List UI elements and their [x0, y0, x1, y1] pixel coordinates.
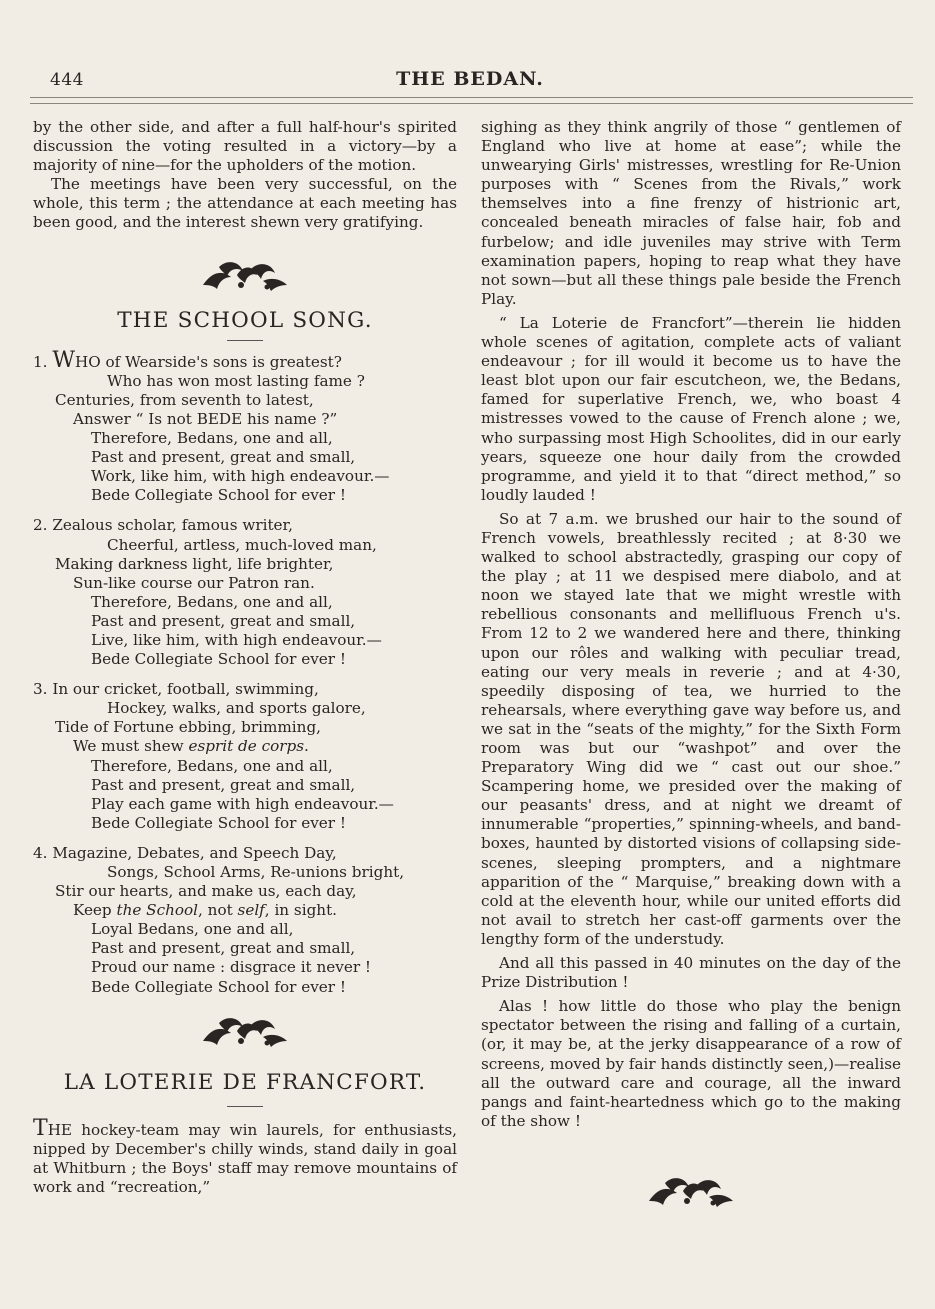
page-header: [30, 66, 910, 96]
song-line: Therefore, Bedans, one and all,: [91, 756, 333, 775]
song-line: Making darkness light, life brighter,: [55, 554, 334, 573]
song-line: Stir our hearts, and make us, each day,: [55, 882, 357, 901]
stanza-number: 4.: [33, 843, 53, 862]
paragraph-2: “ La Loterie de Francfort”—therein lie hidden whole scenes of agitation, complete acts of valiant endeavour ; for ill would it become us to have the least blot upon our fair escutcheon, we, the Bedans, famed for superlative French, we, who boast 4 mistresses vowed to the cause of French alone ; we, who surpassing most High Schoolites, did in our early years, squeeze one hour daily from the crowded programme, and yield it to that “direct method,” so loudly lauded !: [481, 313, 901, 504]
song-line: Proud our name : disgrace it never !: [91, 958, 372, 977]
school-song: [33, 347, 457, 997]
song-line: Bede Collegiate School for ever !: [91, 977, 346, 996]
right-column: [481, 118, 901, 1211]
song-line: Past and present, great and small,: [91, 448, 356, 467]
song-line: Centuries, from seventh to latest,: [55, 390, 314, 409]
song-line: Songs, School Arms, Re-unions bright,: [107, 863, 405, 881]
song-line: Therefore, Bedans, one and all,: [91, 592, 333, 611]
song-line: Play each game with high endeavour.—: [91, 794, 394, 813]
floral-ornament-icon: [197, 255, 293, 295]
song-line: Sun-like course our Patron ran.: [73, 573, 315, 592]
song-stanza: [33, 516, 457, 669]
song-line: Live, like him, with high endeavour.—: [91, 630, 382, 649]
song-stanza: [33, 347, 457, 506]
song-line: Therefore, Bedans, one and all,: [91, 429, 333, 448]
floral-ornament-icon: [197, 1011, 293, 1051]
stanza-number: 2.: [33, 516, 53, 535]
paragraph-4: And all this passed in 40 minutes on the day of the Prize Distribution !: [481, 954, 901, 992]
school-song-title: THE SCHOOL SONG.: [117, 307, 373, 333]
song-line: Keep the School, not self, in sight.: [73, 901, 338, 920]
song-line: Who has won most lasting fame ?: [107, 371, 365, 390]
drop-cap: T: [33, 1115, 48, 1141]
song-line: Past and present, great and small,: [91, 939, 356, 958]
page-number: 444: [50, 70, 84, 90]
paragraph-5: Alas ! how little do those who play the benign spectator between the rising and falling of a curtain, (or, it may be, at the jerky disappearance of a row of screens, moved by fair hands distinctly seen,)—realise all the outward care and courage, all the inward pangs and faint-heartedness which go to the making of the show !: [481, 997, 901, 1130]
song-line: Work, like him, with high endeavour.—: [91, 467, 390, 486]
song-line: Tide of Fortune ebbing, brimming,: [55, 718, 321, 737]
song-stanza: [33, 680, 457, 833]
song-line: Past and present, great and small,: [91, 611, 356, 630]
song-line: 2. Zealous scholar, famous writer,: [33, 516, 293, 535]
stanza-number: 3.: [33, 680, 53, 699]
song-line: Cheerful, artless, much-loved man,: [107, 535, 377, 554]
debate-continuation: by the other side, and after a full half-hour's spirited discussion the voting resulted in a victory—by a majority of nine—for the upholders of the motion.: [33, 118, 457, 175]
song-line: 4. Magazine, Debates, and Speech Day,: [33, 843, 337, 862]
left-column: [33, 118, 457, 1197]
loterie-opening: THE hockey-team may win laurels, for enthusiasts, nipped by December's chilly winds, stand daily in goal at Whitburn ; the Boys' staff may remove mountains of work and “recreation,”: [33, 1115, 457, 1197]
song-line: Hockey, walks, and sports galore,: [107, 699, 366, 718]
drop-cap: W: [52, 347, 75, 373]
paragraph-3: So at 7 a.m. we brushed our hair to the sound of French vowels, breathlessly recited ; at 8·30 we walked to school abstractedly, grasping our copy of the play ; at 11 we despised mere diabolo, and at noon we stayed late that we might wrestle with rebellious consonants and mellifluous French u's. From 12 to 2 we wandered here and there, thinking upon our rôles and walking with peculiar tread, eating our very meals in reverie ; and at 4·30, speedily disposing of tea, we hurried to the rehearsals, where everything gave way before us, and we sat in the “seats of the mighty,” for the Sixth Form room was but our “washpot” and over the Preparatory Wing did we “ cast out our shoe.” Scampering home, we presided over the making of our peasants' dress, and at night we dreamt of innumerable “properties,” spinning-wheels, and band-boxes, haunted by distorted visions of collapsing side-scenes, sleeping prompters, and a nightmare apparition of the “ Marquise,” breaking down with a cold at the eleventh hour, while our united efforts did not avail to stretch her cast-off garments over the lengthy form of the understudy.: [481, 509, 901, 948]
song-stanza: [33, 844, 457, 997]
song-line: Answer “ Is not BEDE his name ?”: [73, 409, 338, 428]
song-line: 1. WHO of Wearside's sons is greatest?: [33, 347, 342, 373]
song-line: Loyal Bedans, one and all,: [91, 920, 294, 939]
song-line: Bede Collegiate School for ever !: [91, 486, 346, 505]
song-line: Past and present, great and small,: [91, 775, 356, 794]
stanza-number: 1.: [33, 352, 53, 371]
loterie-title: LA LOTERIE DE FRANCFORT.: [63, 1069, 427, 1095]
song-line: We must shew esprit de corps.: [73, 737, 309, 756]
paragraph-1: sighing as they think angrily of those “ gentlemen of England who live at home at ease”; while the unwearying Girls' mistresses, wrestling for Re-Union purposes with “ Scenes from the Rivals,” work themselves into a fine frenzy of histrionic art, concealed beneath miracles of false hair, fob and furbelow; and idle juveniles may strive with Term examination papers, hoping to reap what they have not sown—but all these things pale beside the French Play.: [481, 118, 901, 308]
header-rule: [30, 97, 913, 104]
song-line: 3. In our cricket, football, swimming,: [33, 680, 319, 699]
floral-ornament-icon: [643, 1171, 739, 1211]
song-line: Bede Collegiate School for ever !: [91, 813, 346, 832]
meetings-paragraph: The meetings have been very successful, on the whole, this term ; the attendance at each meeting has been good, and the interest shewn very gratifying.: [33, 175, 457, 232]
song-line: Bede Collegiate School for ever !: [91, 650, 346, 669]
running-title: THE BEDAN.: [396, 68, 544, 90]
